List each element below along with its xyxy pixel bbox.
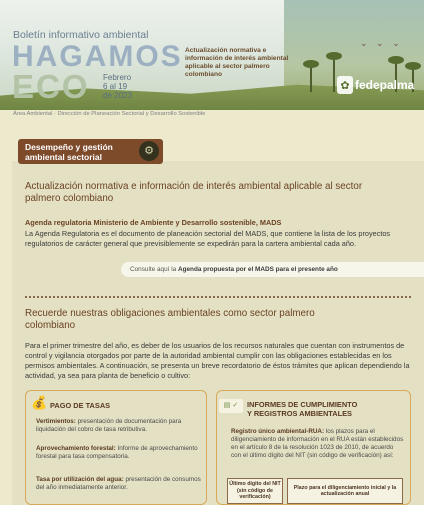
issue-subject: Actualización normativa e información de interés ambiental aplicable al sector palmero colombiano	[185, 47, 289, 78]
title-eco: ECO	[12, 68, 90, 105]
palm-leaf-icon: ✿	[337, 76, 353, 94]
reports-box: ▤ ✓ INFORMES DE CUMPLIMIENTO Y REGISTROS AMBIENTALES Registro único ambiental-RUA: los plazos para el diligenciamiento de información en el RUA están establecidos en el artículo 8 de la resolución 1023 de 2010, de acuerdo con el último dígito del NIT (sin código de verificación) así: Último dígito del NIT (sin código de verificación) Plazo para el diligenciamiento inicial y la actualización anual	[216, 390, 411, 505]
header-banner	[0, 0, 424, 110]
fedepalma-logo[interactable]	[337, 76, 414, 94]
article2-heading: Recuerde nuestras obligaciones ambientales como sector palmero colombiano	[25, 308, 315, 331]
table-header-cell: Plazo para el diligenciamiento inicial y la actualización anual	[287, 478, 403, 504]
section-divider	[25, 296, 411, 298]
report-document-icon: ▤ ✓	[219, 399, 243, 413]
fees-title: PAGO DE TASAS	[50, 401, 111, 410]
fees-box	[25, 390, 207, 505]
fee-entry: Vertimientos: presentación de documentación para liquidación del cobro de tasa retributiva.	[36, 418, 182, 433]
area-line: Área Ambiental · Dirección de Planeación Sectorial y Desarrollo Sostenible	[13, 111, 206, 117]
palm-icon	[333, 58, 335, 92]
fee-entry: Tasa por utilización del agua: presentación de consumos del año inmediatamente anterior.	[36, 476, 201, 491]
article1-subheading: Agenda regulatoria Ministerio de Ambiente y Desarrollo sostenible, MADS	[25, 218, 282, 227]
money-bag-icon: 💰	[31, 395, 48, 410]
bulletin-label: Boletín informativo ambiental	[13, 29, 149, 41]
article1-body: La Agenda Regulatoria es el documento de planeación sectorial del MADS, que contiene la lista de los proyectos regulatorios de carácter general que previsiblemente se expedirán para la cartera ambiental cada año.	[25, 229, 391, 248]
fee-entry: Aprovechamiento forestal: Informe de aprovechamiento forestal para tasa compensatoria.	[36, 445, 198, 460]
agenda-link[interactable]: Consulte aquí la Agenda propuesta por el MADS para el presente año	[121, 262, 424, 277]
environment-gear-icon: ⚙	[139, 141, 159, 161]
table-header-cell: Último dígito del NIT (sin código de verificación)	[227, 478, 283, 504]
article1-heading: Actualización normativa e información de interés ambiental aplicable al sector palmero colombiano	[25, 181, 363, 204]
palm-icon	[310, 66, 312, 92]
rua-text: Registro único ambiental-RUA: los plazos para el diligenciamiento de información en el RUA están establecidos en el artículo 8 de la resolución 1023 de 2010, de acuerdo con el último dígito del NIT (sin código de verificación) así:	[231, 428, 404, 459]
logo-name: fedepalma	[355, 78, 415, 92]
article2-body: Para el primer trimestre del año, es deber de los usuarios de los recursos naturales que cuentan con instrumentos de control y vigilancia otorgados por parte de la autoridad ambiental cumplir con las obligaciones establecidas en los permisos ambientales. A continuación, se presenta un breve recordatorio de éstos trámites que aplican dependiendo la actividad, ya sea para planta de beneficio o cultivo:	[25, 341, 410, 380]
title-hagamos: HAGAMOS	[12, 40, 183, 73]
section-tab: Desempeño y gestión ambiental sectorial ⚙	[18, 139, 163, 164]
issue-date: Febrero 6 al 19 de 2023	[103, 73, 132, 100]
birds-icon: ⌄ ⌄ ⌄	[360, 38, 403, 48]
